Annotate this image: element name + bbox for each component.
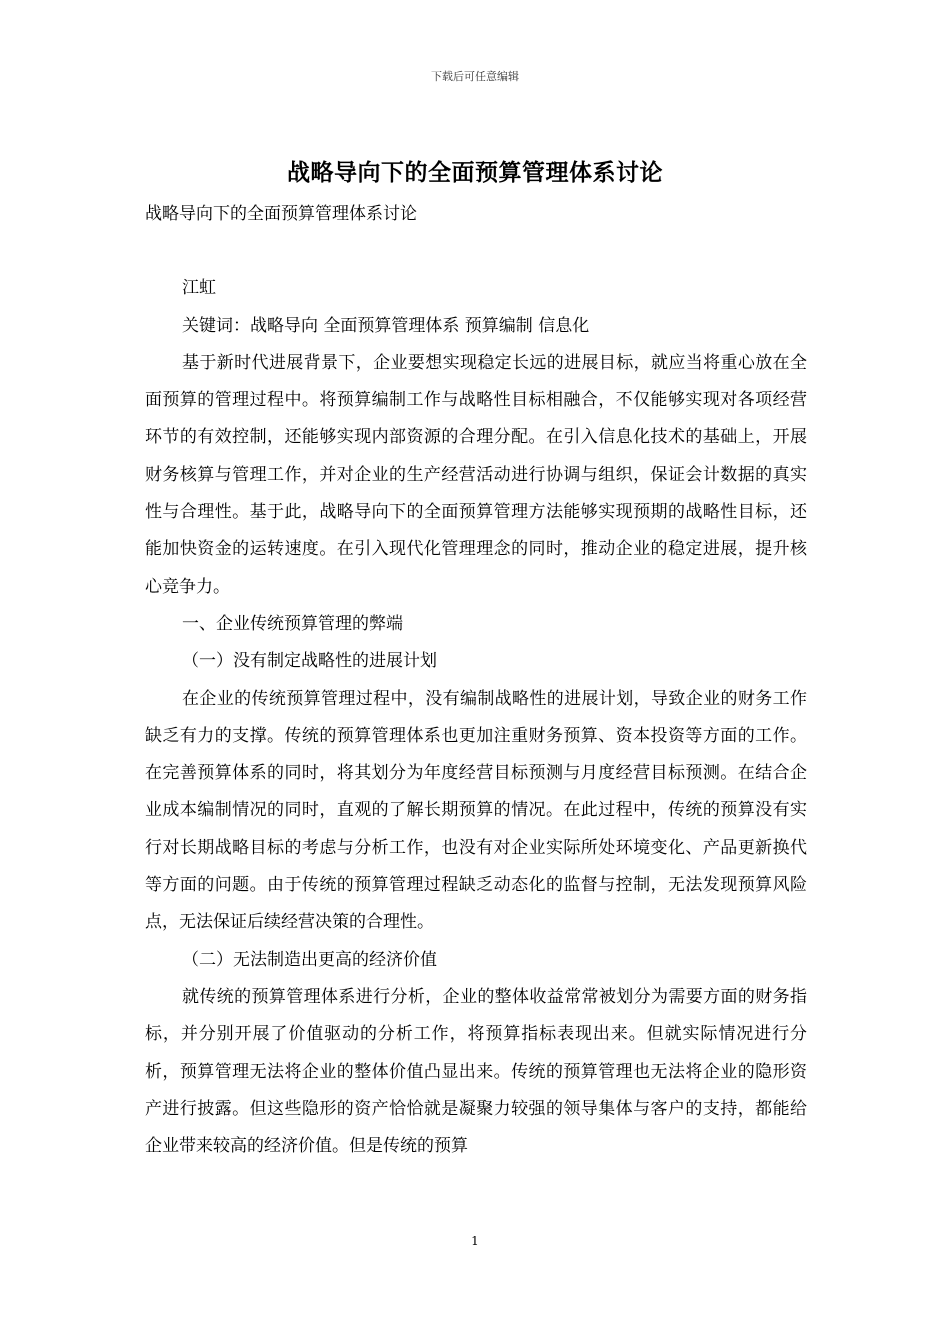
subsection-heading-2: （二）无法制造出更高的经济价值: [182, 949, 437, 970]
page-number: 1: [471, 1234, 479, 1248]
document-body: [145, 196, 807, 1165]
page-header: 下载后可任意编辑: [431, 70, 519, 83]
author: 江虹: [182, 278, 216, 299]
intro-paragraph: 基于新时代进展背景下，企业要想实现稳定长远的进展目标，就应当将重心放在全面预算的管理过程中。将预算编制工作与战略性目标相融合，不仅能够实现对各项经营环节的有效控制，还能够实现内部资源的合理分配。在引入信息化技术的基础上，开展财务核算与管理工作，并对企业的生产经营活动进行协调与组织，保证会计数据的真实性与合理性。基于此，战略导向下的全面预算管理方法能够实现预期的战略性目标，还能加快资金的运转速度。在引入现代化管理理念的同时，推动企业的稳定进展，提升核心竞争力。: [145, 352, 807, 597]
blank-line: [145, 233, 807, 270]
paragraph-1: 在企业的传统预算管理过程中，没有编制战略性的进展计划，导致企业的财务工作缺乏有力的支撑。传统的预算管理体系也更加注重财务预算、资本投资等方面的工作。在完善预算体系的同时，将其划分为年度经营目标预测与月度经营目标预测。在结合企业成本编制情况的同时，直观的了解长期预算的情况。在此过程中，传统的预算没有实行对长期战略目标的考虑与分析工作，也没有对企业实际所处环境变化、产品更新换代等方面的问题。由于传统的预算管理过程缺乏动态化的监督与控制，无法发现预算风险点，无法保证后续经营决策的合理性。: [145, 688, 807, 933]
keywords: 关键词：战略导向 全面预算管理体系 预算编制 信息化: [182, 315, 590, 336]
paragraph-2: 就传统的预算管理体系进行分析，企业的整体收益常常被划分为需要方面的财务指标，并分别开展了价值驱动的分析工作，将预算指标表现出来。但就实际情况进行分析，预算管理无法将企业的整体价值凸显出来。传统的预算管理也无法将企业的隐形资产进行披露。但这些隐形的资产恰恰就是凝聚力较强的领导集体与客户的支持，都能给企业带来较高的经济价值。但是传统的预算: [145, 986, 807, 1157]
subsection-heading-1: （一）没有制定战略性的进展计划: [182, 651, 437, 672]
subtitle: 战略导向下的全面预算管理体系讨论: [145, 204, 417, 224]
section-heading-1: 一、企业传统预算管理的弊端: [182, 613, 403, 634]
document-title: 战略导向下的全面预算管理体系讨论: [287, 159, 663, 186]
